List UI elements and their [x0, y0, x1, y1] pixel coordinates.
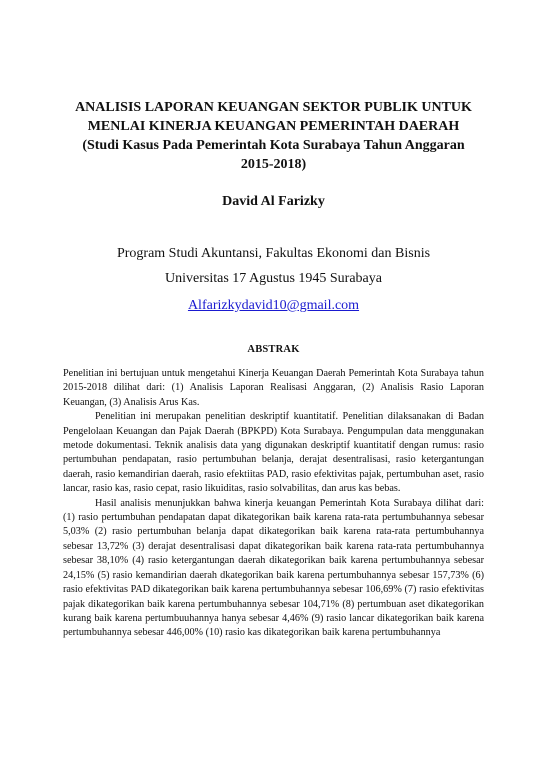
abstract-heading: ABSTRAK: [247, 344, 300, 355]
title-line-2: MENLAI KINERJA KEUANGAN PEMERINTAH DAERAH: [87, 119, 460, 134]
abstract-paragraph-2: Penelitian ini merupakan penelitian deskriptif kuantitatif. Penelitian dilaksanakan di Badan Pengelolaan Keuangan dan Pajak Daerah (BPKPD) Kota Surabaya. Pengumpulan data menggunakan metode dokumentasi. Teknik analisis data yang digunakan deskriptif kuantitatif dengan rumus: rasio pertumbuhan pendapatan, rasio pertumbuhan belanja, derajat desentralisasi, rasio ketergantungan daerah, rasio kemandirian daerah, rasio efektiitas PAD, rasio efektivitas pajak, pertumbuhan aset, rasio lancar, rasio kas, rasio cepat, rasio likuiditas, rasio solvabilitas, dan arus kas bebas.: [63, 411, 484, 495]
affiliation: [63, 241, 484, 291]
title-line-1: ANALISIS LAPORAN KEUANGAN SEKTOR PUBLIK UNTUK: [75, 100, 472, 115]
abstract-paragraph-1: Penelitian ini bertujuan untuk mengetahui Kinerja Keuangan Daerah Pemerintah Kota Surabaya tahun 2015-2018 dilihat dari: (1) Analisis Laporan Realisasi Anggaran, (2) Analisis Rasio Laporan Keuangan, (3) Analisis Arus Kas.: [63, 368, 484, 408]
paper-title: [63, 0, 484, 174]
affiliation-line-1: Program Studi Akuntansi, Fakultas Ekonomi dan Bisnis: [116, 246, 431, 261]
author-email: [63, 295, 484, 317]
affiliation-line-2: Universitas 17 Agustus 1945 Surabaya: [165, 271, 382, 286]
abstract-paragraph-3: Hasil analisis menunjukkan bahwa kinerja keuangan Pemerintah Kota Surabaya dilihat dari: (1) rasio pertumbuhan pendapatan dapat dikategorikan baik karena rata-rata pertumbuhannya sebesar 5,03% (2) rasio pertumbuhan belanja dapat dikategorikan baik karena rata-rata pertumbuhannya sebesar 13,72% (3) derajat desentralisasi dapat dikategorikan baik karena rata-rata pertumbuhannya sebesar 38,10% (4) rasio ketergantungan daerah dikategorikan baik karena pertumbuhannya sebesar 24,15% (5) rasio kemandirian daerah dkategorikan baik karena pertumbuhannya sebesar 157,73% (6) rasio efektivitas PAD dikategorikan baik karena pertumbuhannya sebesar 106,69% (7) rasio efektivitas pajak dikategorikan baik karena pertumbuhannya sebesar 104,71% (8) pertumbuan aset dikategorikan kurang baik karena pertumbuuhannya hanya sebesar 4,46% (9) rasio lancar dikategorikan baik karena pertumbuhannya sebesar 446,00% (10) rasio kas dikategorikan baik karena pertumbuhannya: [63, 497, 484, 639]
abstract-body: [63, 367, 484, 641]
author-name: David Al Farizky: [222, 194, 325, 209]
title-line-4: 2015-2018): [240, 157, 307, 172]
email-link[interactable]: Alfarizkydavid10@gmail.com: [187, 298, 360, 313]
title-line-3: (Studi Kasus Pada Pemerintah Kota Surabaya Tahun Anggaran: [82, 138, 465, 153]
